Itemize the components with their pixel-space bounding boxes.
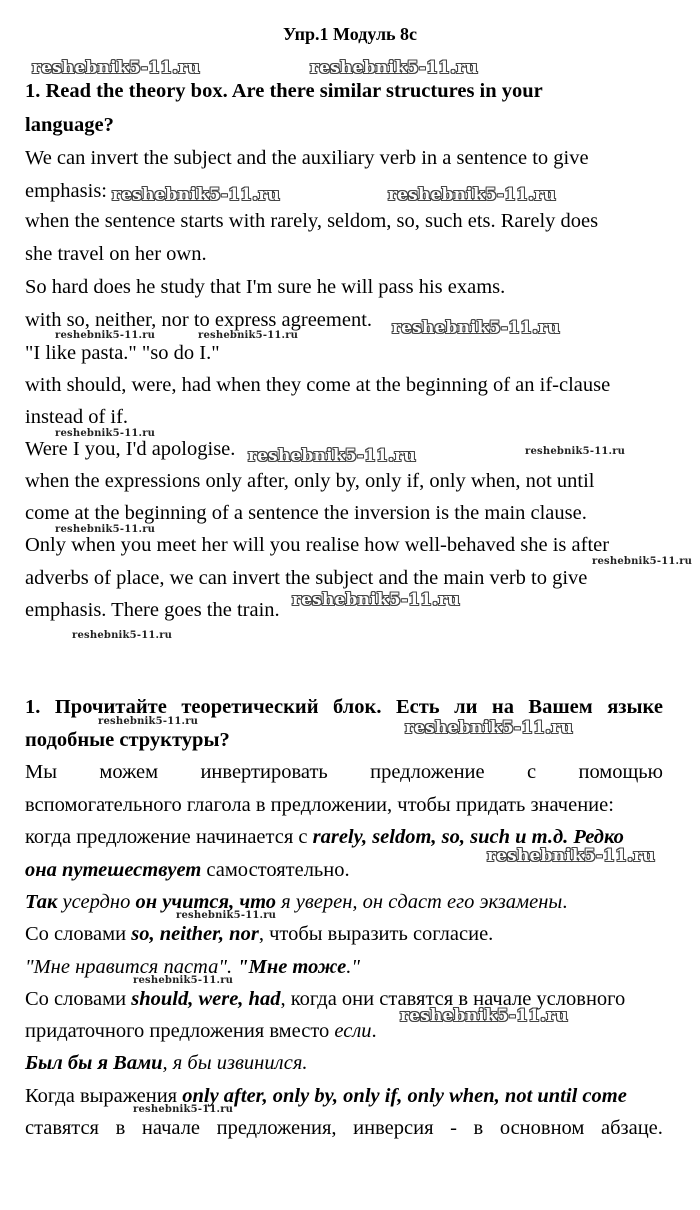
en-text-line: So hard does he study that I'm sure he will pass his exams. (25, 276, 506, 298)
en-text-line: with should, were, had when they come at the beginning of an if-clause (25, 374, 611, 396)
en-text-line: Only when you meet her will you realise how well-behaved she is after (25, 534, 610, 556)
watermark: reshebnik5-11.ru (392, 318, 560, 338)
watermark: reshebnik5-11.ru (310, 58, 478, 78)
watermark: reshebnik5-11.ru (487, 846, 655, 866)
en-text-line: with so, neither, nor to express agreement. (25, 309, 373, 331)
en-text-line: she travel on her own. (25, 243, 207, 265)
watermark: reshebnik5-11.ru (55, 428, 156, 439)
ru-task-heading-line1: 1. Прочитайте теоретический блок. Есть ли на Вашем языке (25, 696, 663, 718)
en-text-line: when the sentence starts with rarely, seldom, so, such ets. Rarely does (25, 210, 599, 232)
watermark: reshebnik5-11.ru (248, 446, 416, 466)
ru-text-line: Со словами should, were, had, когда они ставятся в начале условного (25, 988, 626, 1010)
watermark: reshebnik5-11.ru (400, 1006, 568, 1026)
watermark: reshebnik5-11.ru (405, 718, 573, 738)
en-text-line: come at the beginning of a sentence the inversion is the main clause. (25, 502, 587, 524)
en-text-line: "I like pasta." "so do I." (25, 342, 220, 364)
watermark: reshebnik5-11.ru (55, 330, 156, 341)
watermark: reshebnik5-11.ru (176, 910, 277, 921)
ru-task-heading-line2: подобные структуры? (25, 729, 230, 751)
en-text-line: instead of if. (25, 406, 129, 428)
en-text-line: We can invert the subject and the auxiliary verb in a sentence to give (25, 147, 589, 169)
en-text-line: emphasis: (25, 180, 107, 202)
page-title: Упр.1 Модуль 8с (282, 24, 418, 44)
en-text-line: when the expressions only after, only by, only if, only when, not until (25, 470, 595, 492)
watermark: reshebnik5-11.ru (525, 446, 626, 457)
ru-text-line: Так усердно он учится, что я уверен, он сдаст его экзамены. (25, 891, 568, 913)
watermark: reshebnik5-11.ru (98, 716, 199, 727)
watermark: reshebnik5-11.ru (72, 630, 173, 641)
ru-text-line: Мы можем инвертировать предложение с помощью (25, 761, 663, 783)
en-text-line: emphasis. There goes the train. (25, 599, 280, 621)
ru-text-line: Со словами so, neither, nor, чтобы выразить согласие. (25, 923, 494, 945)
ru-text-line: ставятся в начале предложения, инверсия - в основном абзаце. (25, 1117, 663, 1139)
ru-text-line: когда предложение начинается с rarely, seldom, so, such и т.д. Редко (25, 826, 624, 848)
en-text-line: Were I you, I'd apologise. (25, 438, 236, 460)
en-task-heading-line1: 1. Read the theory box. Are there similar structures in your (25, 80, 543, 102)
ru-text-line: она путешествует самостоятельно. (25, 859, 350, 881)
ru-text-line: придаточного предложения вместо если. (25, 1020, 377, 1042)
watermark: reshebnik5-11.ru (55, 524, 156, 535)
watermark: reshebnik5-11.ru (292, 590, 460, 610)
ru-text-line: Был бы я Вами, я бы извинился. (25, 1052, 308, 1074)
ru-text-line: вспомогательного глагола в предложении, чтобы придать значение: (25, 794, 614, 816)
en-text-line: adverbs of place, we can invert the subject and the main verb to give (25, 567, 588, 589)
en-task-heading-line2: language? (25, 114, 114, 136)
watermark: reshebnik5-11.ru (592, 556, 693, 567)
watermark: reshebnik5-11.ru (133, 1104, 234, 1115)
watermark: reshebnik5-11.ru (198, 330, 299, 341)
watermark: reshebnik5-11.ru (388, 185, 556, 205)
watermark: reshebnik5-11.ru (112, 185, 280, 205)
watermark: reshebnik5-11.ru (133, 975, 234, 986)
ru-text-line: "Мне нравится паста". "Мне тоже." (25, 956, 360, 978)
ru-text-line: Когда выражения only after, only by, only if, only when, not until come (25, 1085, 627, 1107)
watermark: reshebnik5-11.ru (32, 58, 200, 78)
